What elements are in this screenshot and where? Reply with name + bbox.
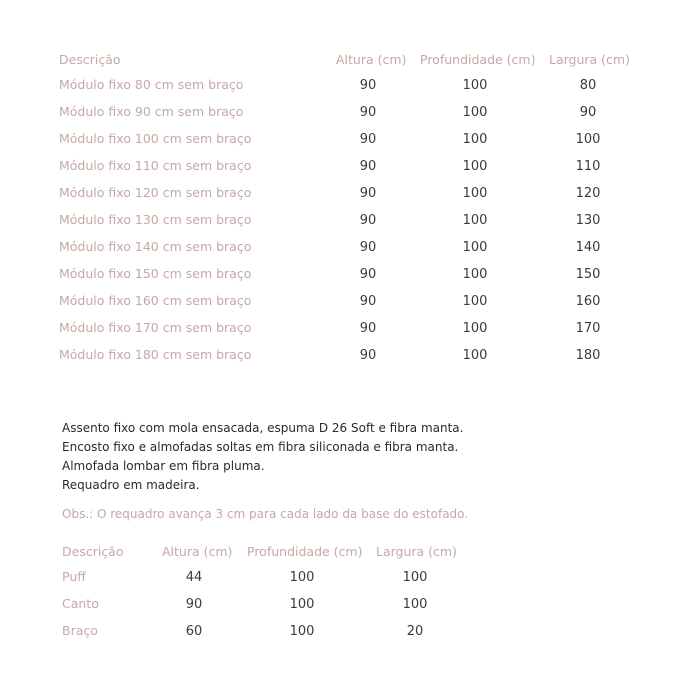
obs-note: Obs.: O requadro avança 3 cm para cada lado da base do estofado. <box>62 507 469 521</box>
row-description: Módulo fixo 140 cm sem braço <box>59 239 252 254</box>
row-altura: 90 <box>359 267 377 282</box>
row-largura: 120 <box>575 186 601 201</box>
row-largura: 170 <box>575 321 601 336</box>
row-altura: 60 <box>185 624 203 639</box>
row-largura: 100 <box>575 132 601 147</box>
row-altura: 90 <box>359 159 377 174</box>
row-description: Módulo fixo 150 cm sem braço <box>59 266 252 281</box>
row-description: Puff <box>62 569 86 584</box>
row-profundidade: 100 <box>462 78 488 93</box>
row-largura: 100 <box>402 570 428 585</box>
row-description: Módulo fixo 80 cm sem braço <box>59 77 244 92</box>
row-profundidade: 100 <box>289 624 315 639</box>
row-description: Módulo fixo 110 cm sem braço <box>59 158 252 173</box>
table2-header-largura: Largura (cm) <box>376 544 457 559</box>
row-largura: 160 <box>575 294 601 309</box>
row-altura: 90 <box>185 597 203 612</box>
row-description: Módulo fixo 90 cm sem braço <box>59 104 244 119</box>
row-description: Módulo fixo 160 cm sem braço <box>59 293 252 308</box>
spec-line: Almofada lombar em fibra pluma. <box>62 459 265 473</box>
row-profundidade: 100 <box>462 321 488 336</box>
row-altura: 90 <box>359 132 377 147</box>
row-profundidade: 100 <box>289 570 315 585</box>
row-profundidade: 100 <box>462 159 488 174</box>
row-altura: 90 <box>359 213 377 228</box>
row-altura: 90 <box>359 348 377 363</box>
row-altura: 90 <box>359 294 377 309</box>
row-largura: 90 <box>579 105 597 120</box>
row-largura: 130 <box>575 213 601 228</box>
row-profundidade: 100 <box>462 294 488 309</box>
table2-header-profundidade: Profundidade (cm) <box>247 544 363 559</box>
row-largura: 180 <box>575 348 601 363</box>
table1-header-descricao: Descrição <box>59 52 121 67</box>
row-altura: 90 <box>359 105 377 120</box>
row-description: Módulo fixo 170 cm sem braço <box>59 320 252 335</box>
row-largura: 140 <box>575 240 601 255</box>
table2-header-altura: Altura (cm) <box>162 544 233 559</box>
row-altura: 90 <box>359 78 377 93</box>
row-profundidade: 100 <box>462 213 488 228</box>
row-description: Módulo fixo 180 cm sem braço <box>59 347 252 362</box>
table1-header-profundidade: Profundidade (cm) <box>420 52 536 67</box>
row-profundidade: 100 <box>462 348 488 363</box>
row-largura: 110 <box>575 159 601 174</box>
row-largura: 20 <box>406 624 424 639</box>
row-description: Módulo fixo 130 cm sem braço <box>59 212 252 227</box>
row-profundidade: 100 <box>289 597 315 612</box>
row-altura: 90 <box>359 186 377 201</box>
table1-header-largura: Largura (cm) <box>549 52 630 67</box>
row-profundidade: 100 <box>462 267 488 282</box>
spec-line: Encosto fixo e almofadas soltas em fibra siliconada e fibra manta. <box>62 440 459 454</box>
row-altura: 44 <box>185 570 203 585</box>
row-altura: 90 <box>359 321 377 336</box>
row-profundidade: 100 <box>462 132 488 147</box>
row-profundidade: 100 <box>462 240 488 255</box>
row-description: Módulo fixo 120 cm sem braço <box>59 185 252 200</box>
table2-header-descricao: Descrição <box>62 544 124 559</box>
row-largura: 150 <box>575 267 601 282</box>
table1-header-altura: Altura (cm) <box>336 52 407 67</box>
row-description: Canto <box>62 596 99 611</box>
row-largura: 100 <box>402 597 428 612</box>
row-description: Módulo fixo 100 cm sem braço <box>59 131 252 146</box>
row-altura: 90 <box>359 240 377 255</box>
spec-line: Requadro em madeira. <box>62 478 200 492</box>
row-profundidade: 100 <box>462 105 488 120</box>
row-description: Braço <box>62 623 98 638</box>
spec-line: Assento fixo com mola ensacada, espuma D 26 Soft e fibra manta. <box>62 421 464 435</box>
row-largura: 80 <box>579 78 597 93</box>
row-profundidade: 100 <box>462 186 488 201</box>
